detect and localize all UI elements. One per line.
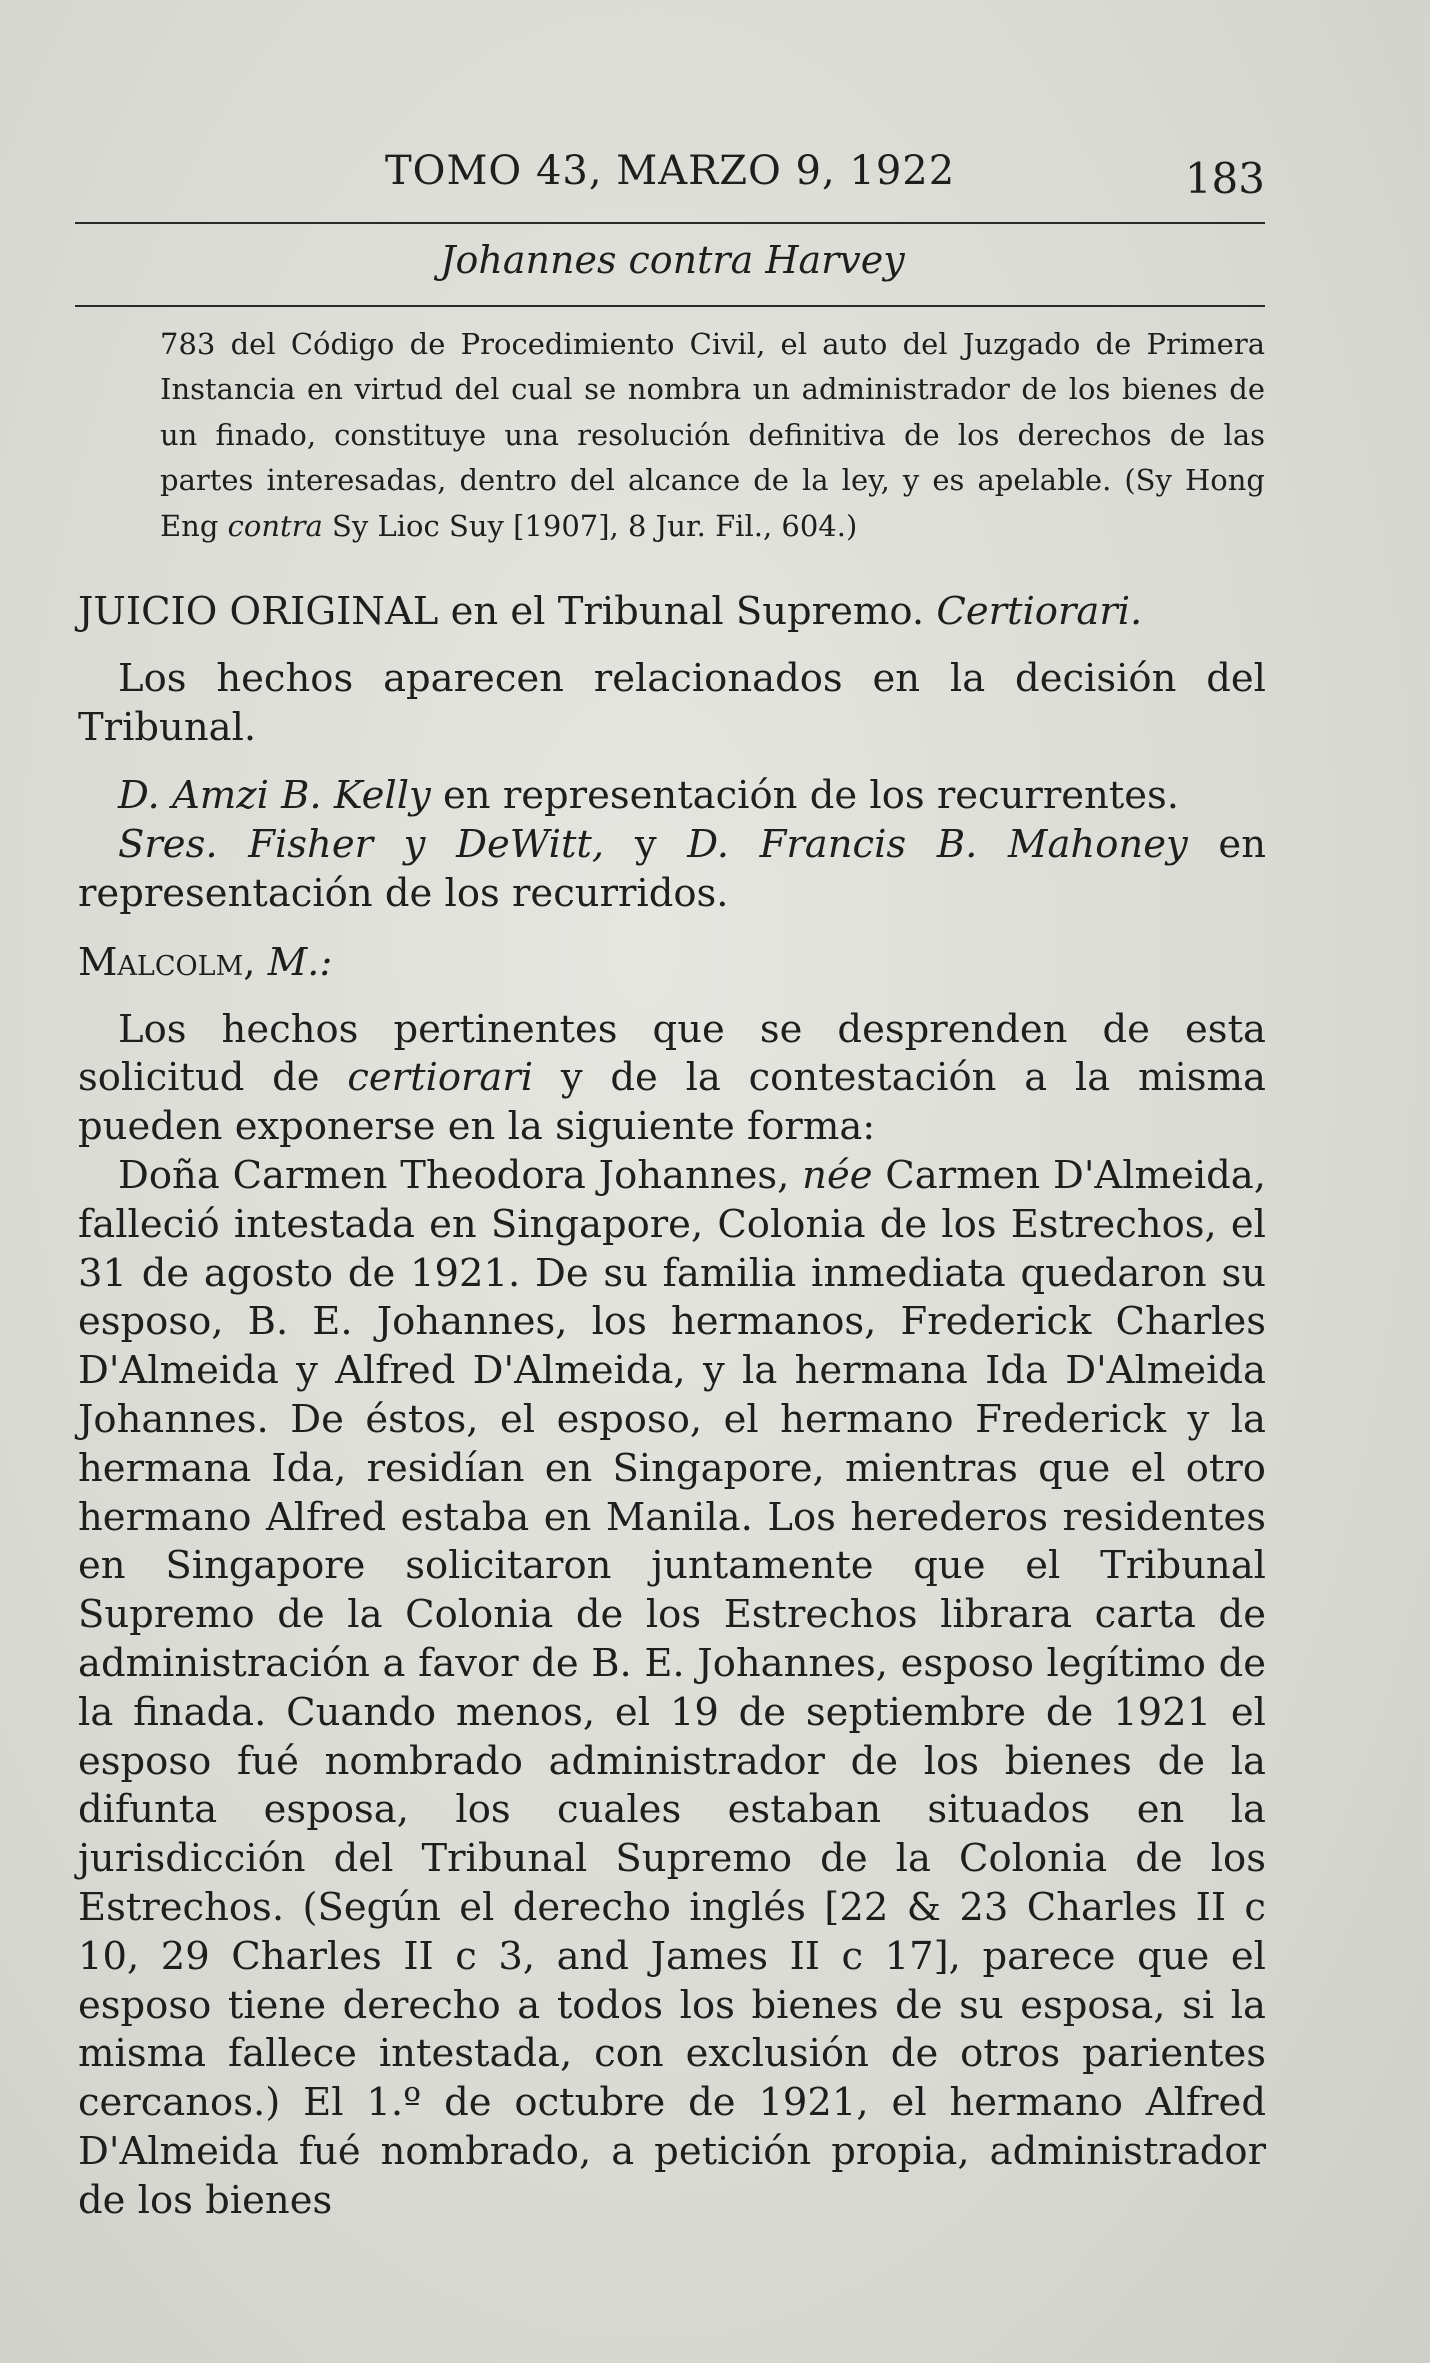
counsel-petitioners [78, 772, 1266, 821]
syllabus-citation: Sy Lioc Suy [1907], 8 Jur. Fil., 604.) [322, 508, 858, 543]
proceedings-certiorari: Certiorari. [936, 589, 1143, 634]
author-title: M.: [267, 939, 333, 985]
respondent-counsel-role: en representación de los recurridos. [78, 822, 1266, 916]
proceedings-original: JUICIO ORIGINAL en el Tribunal Supremo. [78, 589, 925, 634]
running-head: TOMO 43, MARZO 9, 1922 [385, 148, 956, 194]
p1-text-b: y de la contestación a la misma pueden exponerse en la siguiente forma: [78, 1055, 1266, 1150]
petitioner-counsel-role: en representación de los recurrentes. [430, 773, 1180, 819]
counsel-respondents [78, 821, 1266, 919]
header-rule [75, 222, 1265, 224]
syllabus-paragraph [160, 322, 1265, 549]
p2-text-a: Doña Carmen Theodora Johannes, [118, 1152, 803, 1198]
respondent-counsel-join: y [604, 822, 688, 868]
p1-text-a: Los hechos pertinentes que se desprenden de esta solicitud de [78, 1006, 1266, 1101]
opinion-paragraph-1 [78, 1006, 1266, 1152]
respondent-counsel-name-2: D. Francis B. Mahoney [687, 822, 1188, 868]
page-header [80, 148, 1265, 208]
facts-paragraph: Los hechos aparecen relacionados en la decisión del Tribunal. [78, 655, 1266, 750]
petitioner-counsel-name: D. Amzi B. Kelly [118, 773, 431, 819]
syllabus-contra: contra [227, 508, 323, 543]
respondent-counsel-name-1: Sres. Fisher y DeWitt, [118, 822, 605, 868]
page-number: 183 [1184, 154, 1265, 203]
opinion-paragraph-2 [78, 1152, 1266, 2226]
body-text [78, 588, 1266, 2226]
opinion-author [78, 939, 1266, 988]
syllabus-text: 783 del Código de Procedimiento Civil, el auto del Juzgado de Primera Instancia en virtud del cual se nombra un administrador de los bienes de un finado, constituye una resolución definitiva de los derechos de las partes interesadas, dentro del alcance de la ley, y es apelable. (Sy Hong Eng [160, 327, 1265, 543]
proceedings-line [78, 588, 1266, 637]
title-rule [75, 305, 1265, 307]
p2-nee: née [802, 1152, 873, 1198]
syllabus [160, 322, 1265, 549]
author-name: Malcolm, [78, 939, 256, 985]
p1-certiorari: certiorari [347, 1055, 534, 1101]
case-title: Johannes contra Harvey [440, 238, 905, 282]
p2-text-b: Carmen D'Almeida, falleció intestada en Singapore, Colonia de los Estrechos, el 31 de agosto de 1921. De su familia inmediata quedaron su esposo, B. E. Johannes, los hermanos, Frederick Charles D'Almeida y Alfred D'Almeida, y la hermana Ida D'Almeida Johannes. De éstos, el esposo, el hermano Frederick y la hermana Ida, residían en Singapore, mientras que el otro hermano Alfred estaba en Manila. Los herederos residentes en Singapore solicitaron juntamente que el Tribunal Supremo de la Colonia de los Estrechos librara carta de administración a favor de B. E. Johannes, esposo legítimo de la finada. Cuando menos, el 19 de septiembre de 1921 el esposo fué nombrado administrador de los bienes de la difunta esposa, los cuales estaban situados en la jurisdicción del Tribunal Supremo de la Colonia de los Estrechos. (Según el derecho inglés [22 & 23 Charles II c 10, 29 Charles II c 3, and James II c 17], parece que el esposo tiene derecho a todos los bienes de su esposa, si la misma fallece intestada, con exclusión de otros parientes cercanos.) El 1.º de octubre de 1921, el hermano Alfred D'Almeida fué nombrado, a petición propia, administrador de los bienes [78, 1152, 1266, 2223]
